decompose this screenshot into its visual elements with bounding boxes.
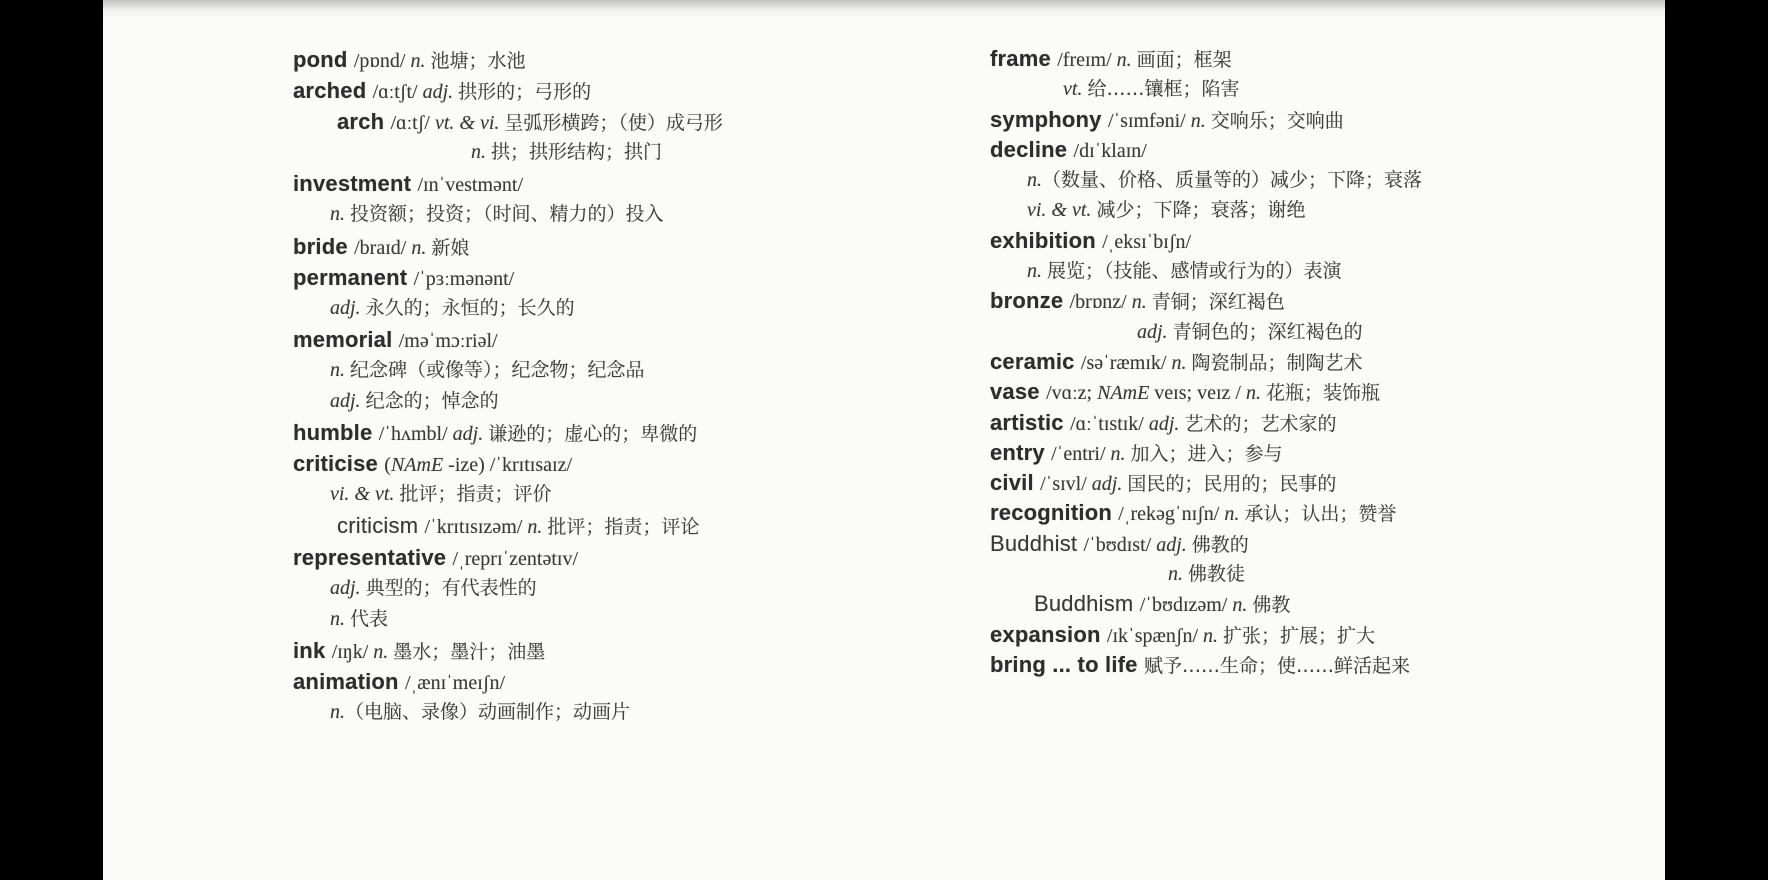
page-content-area <box>103 0 1665 880</box>
phonetic: /ɪkˈspænʃn/ <box>1106 624 1204 647</box>
vocab-line <box>293 666 723 697</box>
headword: representative <box>293 544 453 570</box>
vocab-line <box>990 620 1422 650</box>
vocab-line <box>990 317 1422 347</box>
vocab-line <box>293 137 723 168</box>
headword: civil <box>990 470 1041 496</box>
chinese-gloss: （数量、价格、质量等的）减少；下降；衰落 <box>1042 169 1423 192</box>
pos-label: adj. <box>330 576 366 599</box>
pos-label: adj. <box>452 423 489 446</box>
headword: investment <box>293 171 418 197</box>
headword: pond <box>293 47 354 72</box>
vocab-line <box>293 417 723 448</box>
chinese-gloss: 花瓶；装饰瓶 <box>1265 382 1380 405</box>
headword: artistic <box>990 409 1071 435</box>
vocab-line <box>293 479 723 510</box>
phonetic: /freɪm/ <box>1057 49 1117 71</box>
chinese-gloss: 拱；拱形结构；拱门 <box>491 141 663 164</box>
chinese-gloss: 批评；指责；评价 <box>399 483 552 506</box>
phonetic: /məˈmɔːriəl/ <box>398 329 498 352</box>
phonetic: /ɑːtʃt/ <box>372 81 423 104</box>
pos-label: adj. <box>422 81 459 104</box>
letterbox-bar-left <box>0 0 103 880</box>
vocab-line <box>990 377 1422 407</box>
phonetic: /ˈkrɪtɪsɪzəm/ <box>424 516 528 539</box>
headword: bronze <box>990 288 1070 314</box>
chinese-gloss: 永久的；永恒的；长久的 <box>365 296 575 319</box>
pos-label: NAmE <box>390 454 444 477</box>
phonetic: /ɑːtʃ/ <box>390 112 435 135</box>
pos-label: NAmE <box>1097 382 1150 405</box>
vocab-line <box>990 286 1422 316</box>
chinese-gloss: 新娘 <box>431 236 470 259</box>
vocab-line <box>990 347 1422 377</box>
headword: ceramic <box>990 348 1081 374</box>
phonetic: ( <box>384 454 391 477</box>
chinese-gloss: 呈弧形横跨；（使）成弓形 <box>504 112 723 135</box>
vocab-line <box>990 74 1422 104</box>
pos-label: vi. & vt. <box>330 483 400 506</box>
chinese-gloss: 赋予……生命；使……鲜活起来 <box>1143 654 1410 677</box>
headword: ink <box>293 637 332 663</box>
vocab-line <box>293 542 723 573</box>
phonetic: -ize) /ˈkrɪtɪsaɪz/ <box>443 454 572 477</box>
chinese-gloss: 纪念碑（或像等）；纪念物；纪念品 <box>350 358 645 381</box>
chinese-gloss: 陶瓷制品；制陶艺术 <box>1191 351 1363 374</box>
pos-label: vi. & vt. <box>1027 199 1097 222</box>
chinese-gloss: 佛教的 <box>1191 533 1249 556</box>
headword: expansion <box>990 621 1107 647</box>
vocab-line <box>990 468 1422 498</box>
vocab-line <box>293 324 723 355</box>
vocab-line <box>990 498 1422 528</box>
right-column <box>990 44 1422 680</box>
pos-label: n. <box>373 640 394 663</box>
vocab-line <box>990 105 1422 135</box>
headword: decline <box>990 136 1074 162</box>
headword: bride <box>293 233 355 259</box>
chinese-gloss: 艺术的；艺术家的 <box>1184 412 1337 435</box>
headword: symphony <box>990 106 1108 132</box>
vocab-line <box>990 44 1422 74</box>
vocab-line <box>293 573 723 604</box>
phonetic: /ˌreprɪˈzentətɪv/ <box>452 547 579 570</box>
pos-label: adj. <box>330 296 366 319</box>
headword: vase <box>990 379 1047 405</box>
vocab-line <box>990 226 1422 256</box>
headword: exhibition <box>990 227 1103 253</box>
pos-label: vt. & vi. <box>434 112 505 135</box>
headword: arched <box>293 78 373 104</box>
phonetic: /vɑːz; <box>1046 382 1098 405</box>
pos-label: n. <box>411 236 432 259</box>
derived-word: criticism <box>337 513 425 539</box>
chinese-gloss: 代表 <box>350 607 389 630</box>
phonetic: /ˈsɪvl/ <box>1040 473 1092 496</box>
phonetic: /ˌeksɪˈbɪʃn/ <box>1102 230 1192 253</box>
vocab-line <box>293 199 723 230</box>
phonetic: /ɪnˈvestmənt/ <box>417 174 524 197</box>
chinese-gloss: 批评；指责；评论 <box>547 516 700 539</box>
pos-label: n. <box>1131 291 1152 314</box>
headword: entry <box>990 439 1052 465</box>
phonetic: /ɑːˈtɪstɪk/ <box>1070 412 1149 435</box>
vocab-line <box>293 262 723 293</box>
vocab-line <box>293 106 723 137</box>
headword: criticise <box>293 451 385 477</box>
pos-label: n. <box>1116 49 1137 71</box>
chinese-gloss: 佛教 <box>1252 594 1291 617</box>
pos-label: n. <box>330 607 350 630</box>
vocab-line <box>990 589 1422 619</box>
chinese-gloss: 典型的；有代表性的 <box>365 576 537 599</box>
phonetic: /ˌrekəgˈnɪʃn/ <box>1118 503 1225 526</box>
phonetic: /ˈbʊdɪst/ <box>1083 533 1157 556</box>
vocab-line <box>293 448 723 479</box>
chinese-gloss: 减少；下降；衰落；谢绝 <box>1096 199 1306 222</box>
chinese-gloss: 交响乐；交响曲 <box>1210 109 1344 132</box>
phonetic: /pɒnd/ <box>353 50 411 72</box>
vocab-line <box>990 195 1422 225</box>
pos-label: n. <box>1245 382 1266 405</box>
pos-label: n. <box>1232 594 1253 617</box>
vocab-line <box>293 355 723 386</box>
pos-label: n. <box>1168 563 1188 586</box>
vocab-line <box>990 438 1422 468</box>
vocab-line <box>990 165 1422 195</box>
vocab-line <box>990 529 1422 559</box>
phonetic: /braɪd/ <box>354 236 412 259</box>
chinese-gloss: 谦逊的；虚心的；卑微的 <box>488 423 698 446</box>
pos-label: adj. <box>1137 320 1173 343</box>
chinese-gloss: 佛教徒 <box>1188 563 1246 586</box>
vocab-line <box>293 604 723 635</box>
vocab-line <box>293 697 723 728</box>
chinese-gloss: 拱形的；弓形的 <box>458 81 592 104</box>
vocab-line <box>293 386 723 417</box>
pos-label: n. <box>1171 351 1192 374</box>
headword: animation <box>293 668 406 694</box>
left-column <box>293 44 723 728</box>
pos-label: adj. <box>1091 473 1128 496</box>
phonetic: /brɒnz/ <box>1069 291 1132 314</box>
chinese-gloss: 展览；（技能、感情或行为的）表演 <box>1047 260 1342 283</box>
chinese-gloss: 画面；框架 <box>1136 49 1232 71</box>
vocab-line <box>990 256 1422 286</box>
vocab-line <box>293 231 723 262</box>
headword: recognition <box>990 500 1119 526</box>
headword: bring ... to life <box>990 651 1144 677</box>
phonetic: /ˈhʌmbl/ <box>378 423 453 446</box>
phonetic: /ˈpɜːmənənt/ <box>413 267 515 290</box>
chinese-gloss: 给……镶框；陷害 <box>1087 78 1240 101</box>
chinese-gloss: 国民的；民用的；民事的 <box>1127 473 1337 496</box>
chinese-gloss: （电脑、录像）动画制作；动画片 <box>345 700 631 723</box>
chinese-gloss: 墨水；墨汁；油墨 <box>393 640 546 663</box>
headword: frame <box>990 46 1058 71</box>
chinese-gloss: 纪念的；悼念的 <box>365 390 499 413</box>
pos-label: n. <box>410 50 431 72</box>
pos-label: vt. <box>1063 78 1088 101</box>
pos-label: n. <box>1190 109 1211 132</box>
phonetic: veɪs; veɪz / <box>1149 382 1246 405</box>
phonetic: /ˈsɪmfəni/ <box>1107 109 1191 132</box>
vocab-line <box>293 44 723 75</box>
chinese-gloss: 承认；认出；赞誉 <box>1244 503 1397 526</box>
vocab-line <box>990 559 1422 589</box>
chinese-gloss: 加入；进入；参与 <box>1130 442 1283 465</box>
chinese-gloss: 青铜色的；深红褐色的 <box>1172 320 1363 343</box>
headword: memorial <box>293 326 399 352</box>
vocab-line <box>990 135 1422 165</box>
vocab-line <box>990 650 1422 680</box>
chinese-gloss: 扩张；扩展；扩大 <box>1223 624 1376 647</box>
phonetic: /səˈræmɪk/ <box>1080 351 1172 374</box>
derived-word: Buddhism <box>1034 591 1140 617</box>
chinese-gloss: 投资额；投资；（时间、精力的）投入 <box>350 203 664 226</box>
pos-label: n. <box>471 141 491 164</box>
phonetic: /dɪˈklaɪn/ <box>1073 139 1147 162</box>
pos-label: n. <box>1110 442 1131 465</box>
headword: arch <box>337 109 391 135</box>
phonetic: /ˈentri/ <box>1051 442 1111 465</box>
pos-label: n. <box>1027 260 1047 283</box>
pos-label: n. <box>1203 624 1224 647</box>
pos-label: n. <box>330 700 345 723</box>
phonetic: /ɪŋk/ <box>331 640 374 663</box>
pos-label: adj. <box>330 390 366 413</box>
derived-word: Buddhist <box>990 530 1084 556</box>
vocab-line <box>293 510 723 541</box>
vocab-line <box>293 168 723 199</box>
phonetic: /ˌænɪˈmeɪʃn/ <box>405 671 505 694</box>
vocab-line <box>293 293 723 324</box>
pos-label: n. <box>330 203 350 226</box>
letterbox-bar-right <box>1665 0 1768 880</box>
pos-label: adj. <box>1148 412 1185 435</box>
chinese-gloss: 池塘；水池 <box>430 50 526 72</box>
headword: humble <box>293 420 379 446</box>
vocab-line <box>990 408 1422 438</box>
pos-label: adj. <box>1156 533 1192 556</box>
phonetic: /ˈbʊdɪzəm/ <box>1139 594 1233 617</box>
pos-label: n. <box>1027 169 1042 192</box>
pos-label: n. <box>527 516 548 539</box>
pos-label: n. <box>330 358 350 381</box>
headword: permanent <box>293 264 414 290</box>
vocab-line <box>293 75 723 106</box>
chinese-gloss: 青铜；深红褐色 <box>1151 291 1285 314</box>
vocab-line <box>293 635 723 666</box>
pos-label: n. <box>1224 503 1245 526</box>
